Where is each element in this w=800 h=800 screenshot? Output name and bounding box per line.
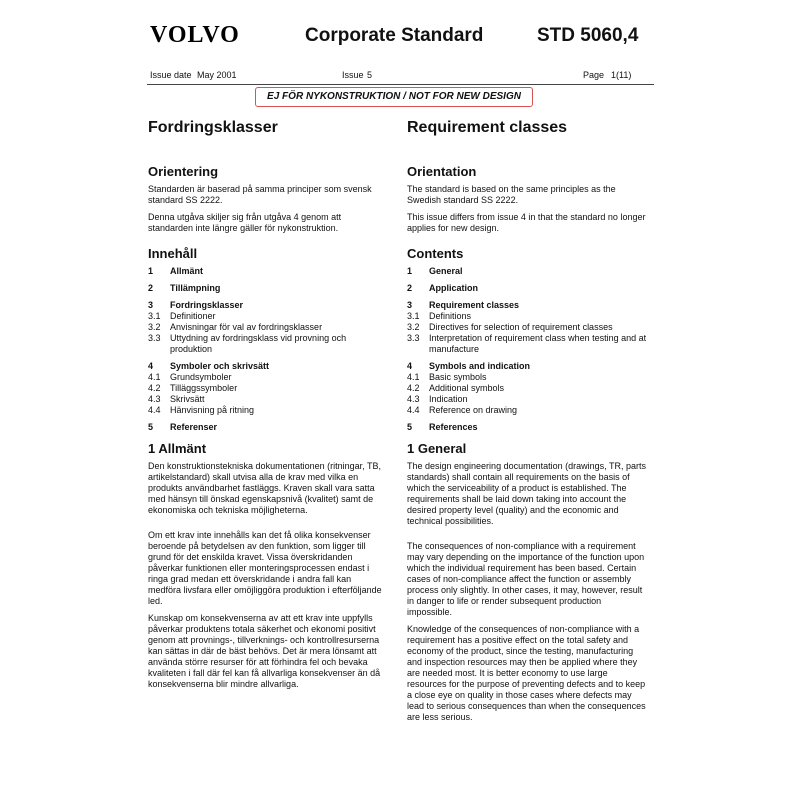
toc-text: Referenser	[170, 422, 218, 432]
right-general-p3: Knowledge of the consequences of non-compliance with a requirement has a positive effect on the total safety and economy of the product, since the testing, manufacturing and inspection resources may then be applied where they are needed most. It is better economy to use large resources for the purpose of preventing defects and to keep a close eye on quality in those cases where defects may lead to serious consequences than when the consequences are less serious.	[407, 624, 646, 722]
right-toc-entry	[407, 266, 647, 277]
toc-text: Symbols and indication	[429, 361, 531, 371]
toc-number: 4.1	[407, 372, 420, 382]
right-toc-entry	[407, 283, 647, 294]
toc-number: 5	[148, 422, 154, 432]
right-toc-entry	[407, 311, 647, 322]
toc-text: Anvisningar för val av fordringsklasser	[170, 322, 323, 332]
toc-number: 4.4	[407, 405, 420, 415]
issue-date: May 2001	[197, 70, 237, 80]
toc-text: References	[429, 422, 478, 432]
toc-text: Grundsymboler	[170, 372, 232, 382]
right-toc-entry	[407, 300, 647, 311]
left-orientation-heading: Orientering	[148, 164, 219, 179]
english-column	[407, 118, 647, 729]
toc-number: 4.3	[148, 394, 161, 404]
toc-number: 3.1	[148, 311, 161, 321]
toc-text: Application	[429, 283, 478, 293]
left-toc-entry	[148, 322, 383, 333]
toc-number: 3.3	[148, 333, 161, 343]
toc-text: Hänvisning på ritning	[170, 405, 255, 415]
right-toc-entry	[407, 394, 647, 405]
right-toc-entry	[407, 422, 647, 433]
right-orientation-p2: This issue differs from issue 4 in that the standard no longer applies for new design.	[407, 212, 646, 233]
toc-text: Requirement classes	[429, 300, 520, 310]
right-toc-entry	[407, 322, 647, 333]
left-toc-entry	[148, 283, 383, 294]
document-type: Corporate Standard	[305, 25, 484, 46]
volvo-logo: VOLVO	[150, 22, 240, 48]
toc-number: 3.2	[148, 322, 161, 332]
toc-text: General	[429, 266, 463, 276]
page-number: 1(11)	[611, 70, 632, 80]
toc-text: Skrivsätt	[170, 394, 205, 404]
toc-number: 2	[148, 283, 154, 293]
right-general-p1: The design engineering documentation (drawings, TR, parts standards) shall contain all requirements on the basis of which the serviceability of a product is established. The requirements shall be laid down taking into account the desired property level (quality) and the economic and technical possibilities.	[407, 461, 646, 526]
toc-text: Tillämpning	[170, 283, 221, 293]
toc-text: Indication	[429, 394, 468, 404]
standard-number: STD 5060,4	[537, 25, 639, 46]
toc-number: 3.3	[407, 333, 420, 343]
issue-label: Issue	[342, 70, 364, 80]
left-title: Fordringsklasser	[148, 119, 278, 136]
left-toc-entry	[148, 333, 383, 355]
right-orientation-p1: The standard is based on the same principles as the Swedish standard SS 2222.	[407, 184, 616, 205]
toc-number: 1	[148, 266, 154, 276]
toc-number: 5	[407, 422, 413, 432]
page-label: Page	[583, 70, 605, 80]
left-toc-entry	[148, 311, 383, 322]
toc-text: Definitions	[429, 311, 472, 321]
left-general-p3: Kunskap om konsekvenserna av att ett krav inte uppfylls påverkar produktens totala säkerhet och ekonomi positivt genom att provnings-, tillverknings- och kontrollresurserna kan sättas in där de bäst behövs. Det är mera lönsamt att använda större resurser för att förhindra fel och bevaka kvaliteten i fall där fel kan få allvarliga konsekvenser än då konsekvenserna blir mindre allvarliga.	[148, 613, 381, 689]
issue-date-label: Issue date	[150, 70, 192, 80]
not-for-new-design-notice: EJ FÖR NYKONSTRUKTION / NOT FOR NEW DESIGN	[255, 87, 533, 107]
toc-text: Fordringsklasser	[170, 300, 244, 310]
left-toc-entry	[148, 372, 383, 383]
toc-number: 1	[407, 266, 413, 276]
left-toc	[148, 266, 383, 433]
toc-text: Tilläggssymboler	[170, 383, 238, 393]
left-orientation-p1: Standarden är baserad på samma principer som svensk standard SS 2222.	[148, 184, 372, 205]
left-toc-entry	[148, 383, 383, 394]
toc-number: 3	[148, 300, 154, 310]
right-title: Requirement classes	[407, 119, 568, 136]
toc-number: 4.3	[407, 394, 420, 404]
left-toc-entry	[148, 405, 383, 416]
right-toc-entry	[407, 383, 647, 394]
left-contents-heading: Innehåll	[148, 246, 198, 261]
toc-text: Basic symbols	[429, 372, 487, 382]
left-toc-entry	[148, 422, 383, 433]
right-contents-heading: Contents	[407, 246, 464, 261]
left-general-p1: Den konstruktionstekniska dokumentationen (ritningar, TB, artikelstandard) skall utvisa alla de krav med vilka en produkts användbarhet fastläggs. Kraven skall vara satta med hänsyn till önskad egenskapsnivå (kvalitet) samt de ekonomiska och tekniska möjligheterna.	[148, 461, 381, 515]
right-toc-entry	[407, 405, 647, 416]
left-toc-entry	[148, 300, 383, 311]
toc-number: 3	[407, 300, 413, 310]
toc-text: Symboler och skrivsätt	[170, 361, 270, 371]
toc-number: 4	[148, 361, 154, 371]
toc-number: 3.2	[407, 322, 420, 332]
toc-text: Directives for selection of requirement classes	[429, 322, 613, 332]
header-rule	[147, 84, 654, 85]
toc-number: 4.2	[407, 383, 420, 393]
toc-text: Reference on drawing	[429, 405, 518, 415]
left-general-heading: 1 Allmänt	[148, 441, 207, 456]
swedish-column	[148, 118, 383, 696]
right-general-heading: 1 General	[407, 441, 467, 456]
right-toc-entry	[407, 333, 647, 355]
right-toc-entry	[407, 361, 647, 372]
toc-number: 4.1	[148, 372, 161, 382]
toc-number: 4.2	[148, 383, 161, 393]
left-general-p2: Om ett krav inte innehålls kan det få olika konsekvenser beroende på betydelsen av den funktion, som ligger till grund för det enskilda kravet. Vissa överskridanden påverkar funktionen eller monteringsprocessen endast i ringa grad medan ett överskridande i andra fall kan medföra livsfara eller omöjliggöra produktion i efterföljande led.	[148, 530, 382, 606]
left-toc-entry	[148, 266, 383, 277]
right-toc	[407, 266, 647, 433]
issue-number: 5	[367, 70, 373, 80]
toc-text: Uttydning av fordringsklass vid provning och produktion	[170, 333, 347, 354]
toc-text: Additional symbols	[429, 383, 505, 393]
toc-number: 3.1	[407, 311, 420, 321]
toc-text: Allmänt	[170, 266, 204, 276]
left-orientation-p2: Denna utgåva skiljer sig från utgåva 4 genom att standarden inte längre gäller för nykonstruktion.	[148, 212, 342, 233]
toc-number: 4	[407, 361, 413, 371]
right-general-p2: The consequences of non-compliance with a requirement may vary depending on the importance of the function upon which the individual requirement has been based. Certain cases of non-compliance affect the function or assembly process only slightly. In other cases, it may, however, result in danger to life or render subsequent production impossible.	[407, 541, 645, 617]
left-toc-entry	[148, 394, 383, 405]
right-orientation-heading: Orientation	[407, 164, 477, 179]
left-toc-entry	[148, 361, 383, 372]
toc-text: Definitioner	[170, 311, 216, 321]
right-toc-entry	[407, 372, 647, 383]
toc-number: 4.4	[148, 405, 161, 415]
toc-number: 2	[407, 283, 413, 293]
toc-text: Interpretation of requirement class when testing and at manufacture	[429, 333, 647, 354]
